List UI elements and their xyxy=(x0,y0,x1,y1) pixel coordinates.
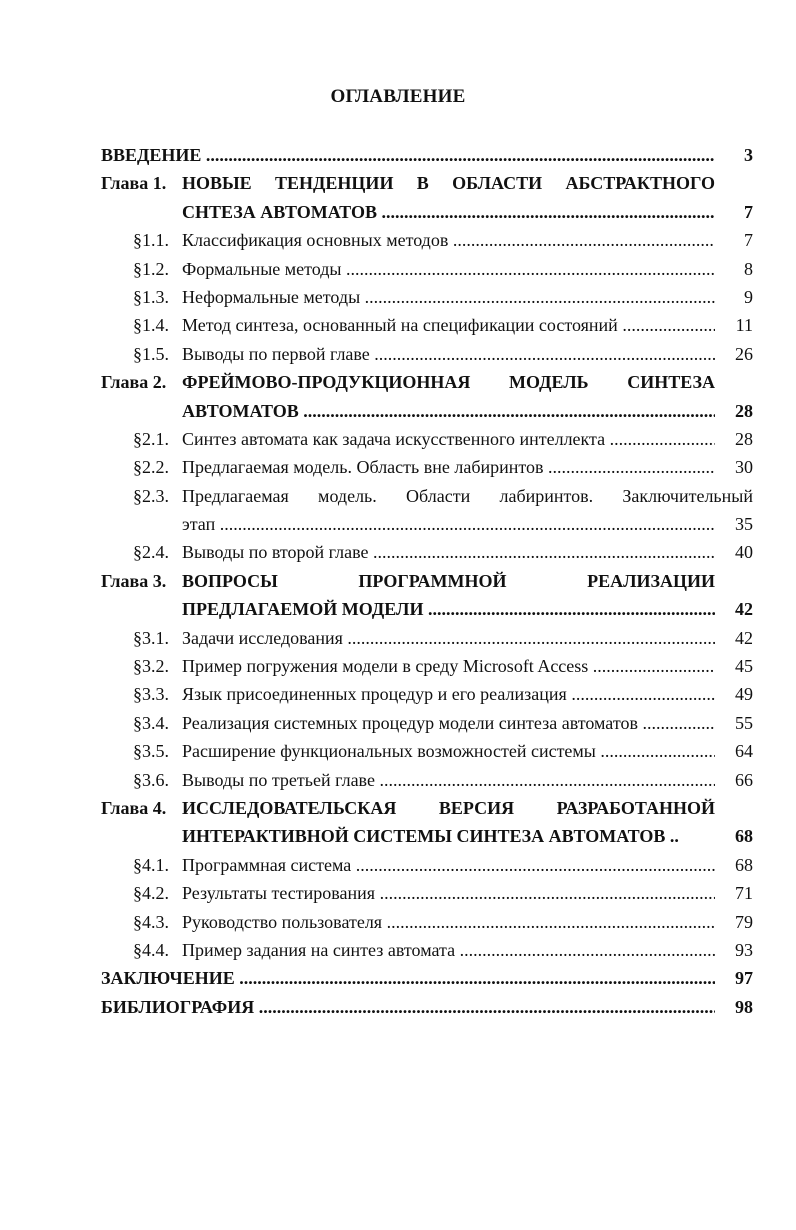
section-title: Метод синтеза, основанный на спецификации состояний ..... xyxy=(182,311,715,339)
section-title: Неформальные методы ..... xyxy=(182,283,715,311)
section-number: §4.3. xyxy=(133,911,169,932)
section-number: §1.1. xyxy=(133,230,169,251)
toc-section-2-3-cont[interactable] xyxy=(101,510,753,538)
toc-page-number: 68 xyxy=(735,854,753,875)
toc-page-number: 7 xyxy=(744,201,753,222)
toc-chapter-4-heading-cont[interactable] xyxy=(101,822,753,850)
toc-page-number: 45 xyxy=(735,656,753,677)
table-of-contents xyxy=(101,141,753,1021)
toc-page-number: 26 xyxy=(735,343,753,364)
toc-entry-bibliography[interactable] xyxy=(101,993,753,1021)
toc-page-number: 8 xyxy=(744,258,753,279)
toc-page-number: 35 xyxy=(735,514,753,535)
toc-entry-label: БИБЛИОГРАФИЯ ..... xyxy=(101,993,715,1021)
section-number: §3.5. xyxy=(133,741,169,762)
toc-section-3-5[interactable] xyxy=(101,737,753,765)
toc-page-number: 11 xyxy=(735,315,753,336)
toc-page-number: 28 xyxy=(735,428,753,449)
chapter-title-line: ВОПРОСЫ ПРОГРАММНОЙ РЕАЛИЗАЦИИ xyxy=(182,570,715,591)
toc-page-number: 66 xyxy=(735,769,753,790)
section-title: Выводы по первой главе ..... xyxy=(182,340,715,368)
section-number: §1.3. xyxy=(133,286,169,307)
toc-section-1-1[interactable] xyxy=(101,226,753,254)
toc-page-number: 42 xyxy=(735,627,753,648)
section-number: §3.4. xyxy=(133,712,169,733)
section-number: §4.1. xyxy=(133,854,169,875)
section-number: §4.2. xyxy=(133,883,169,904)
section-number: §2.1. xyxy=(133,428,169,449)
toc-page-number: 3 xyxy=(744,145,753,165)
chapter-number: Глава 4. xyxy=(101,797,167,818)
toc-page-number: 93 xyxy=(735,939,753,960)
section-title-cont: этап ..... xyxy=(182,510,715,538)
chapter-number: Глава 3. xyxy=(101,570,167,591)
toc-chapter-1-heading[interactable] xyxy=(101,169,753,197)
toc-section-1-5[interactable] xyxy=(101,340,753,368)
toc-page-number: 9 xyxy=(744,286,753,307)
toc-page-number: 42 xyxy=(735,599,753,620)
toc-chapter-2-heading-cont[interactable] xyxy=(101,397,753,425)
toc-section-3-2[interactable] xyxy=(101,652,753,680)
toc-section-1-4[interactable] xyxy=(101,311,753,339)
toc-chapter-3-heading-cont[interactable] xyxy=(101,595,753,623)
toc-chapter-4-heading[interactable] xyxy=(101,794,753,822)
chapter-number: Глава 1. xyxy=(101,173,167,194)
section-title: Расширение функциональных возможностей системы ..... xyxy=(182,737,715,765)
chapter-title-line: АВТОМАТОВ ..... xyxy=(182,397,715,425)
toc-section-3-3[interactable] xyxy=(101,680,753,708)
section-title: Предлагаемая модель. Области лабиринтов. Заключительный xyxy=(182,485,753,506)
toc-entry-conclusion[interactable] xyxy=(101,964,753,992)
section-title: Язык присоединенных процедур и его реализация ..... xyxy=(182,680,715,708)
section-number: §3.3. xyxy=(133,684,169,705)
section-title: Пример задания на синтез автомата ..... xyxy=(182,936,715,964)
section-number: §3.6. xyxy=(133,769,169,790)
toc-section-3-6[interactable] xyxy=(101,766,753,794)
section-title: Выводы по второй главе ..... xyxy=(182,538,715,566)
toc-section-2-1[interactable] xyxy=(101,425,753,453)
section-title: Синтез автомата как задача искусственного интеллекта ..... xyxy=(182,425,715,453)
section-number: §1.5. xyxy=(133,343,169,364)
chapter-title-line: ПРЕДЛАГАЕМОЙ МОДЕЛИ ..... xyxy=(182,595,715,623)
toc-page-number: 30 xyxy=(735,457,753,478)
toc-page-number: 40 xyxy=(735,542,753,563)
section-number: §1.4. xyxy=(133,315,169,336)
toc-page-number: 64 xyxy=(735,741,753,762)
toc-page-number: 55 xyxy=(735,712,753,733)
section-title: Классификация основных методов ..... xyxy=(182,226,715,254)
chapter-title-line: НОВЫЕ ТЕНДЕНЦИИ В ОБЛАСТИ АБСТРАКТНОГО xyxy=(182,173,715,194)
section-title: Реализация системных процедур модели синтеза автоматов ..... xyxy=(182,709,715,737)
section-title: Результаты тестирования ..... xyxy=(182,879,715,907)
toc-section-1-3[interactable] xyxy=(101,283,753,311)
section-number: §1.2. xyxy=(133,258,169,279)
toc-entry-label: ЗАКЛЮЧЕНИЕ ..... xyxy=(101,964,715,992)
toc-section-4-3[interactable] xyxy=(101,908,753,936)
toc-chapter-1-heading-cont[interactable] xyxy=(101,198,753,226)
chapter-title-line: СНТЕЗА АВТОМАТОВ ..... xyxy=(182,198,715,226)
toc-page-number: 79 xyxy=(735,911,753,932)
chapter-title-line: ФРЕЙМОВО-ПРОДУКЦИОННАЯ МОДЕЛЬ СИНТЕЗА xyxy=(182,372,715,393)
toc-page-number: 49 xyxy=(735,684,753,705)
toc-section-4-2[interactable] xyxy=(101,879,753,907)
section-number: §4.4. xyxy=(133,939,169,960)
section-number: §3.1. xyxy=(133,627,169,648)
toc-page-number: 98 xyxy=(735,996,753,1017)
section-number: §3.2. xyxy=(133,656,169,677)
toc-page-number: 71 xyxy=(735,883,753,904)
toc-section-3-1[interactable] xyxy=(101,624,753,652)
toc-section-1-2[interactable] xyxy=(101,255,753,283)
page-title: ОГЛАВЛЕНИЕ xyxy=(330,86,466,107)
chapter-title-line: ИССЛЕДОВАТЕЛЬСКАЯ ВЕРСИЯ РАЗРАБОТАННОЙ xyxy=(182,797,715,818)
section-number: §2.2. xyxy=(133,457,169,478)
chapter-title-line: ИНТЕРАКТИВНОЙ СИСТЕМЫ СИНТЕЗА АВТОМАТОВ .. xyxy=(182,826,679,847)
toc-section-3-4[interactable] xyxy=(101,709,753,737)
section-title: Руководство пользователя ..... xyxy=(182,908,715,936)
toc-section-2-4[interactable] xyxy=(101,538,753,566)
toc-page-number: 28 xyxy=(735,400,753,421)
toc-section-2-3[interactable] xyxy=(101,482,753,510)
section-title: Задачи исследования ..... xyxy=(182,624,715,652)
toc-entry-intro[interactable] xyxy=(101,141,753,169)
toc-section-2-2[interactable] xyxy=(101,453,753,481)
section-title: Пример погружения модели в среду Microsoft Access ..... xyxy=(182,652,715,680)
toc-section-4-1[interactable] xyxy=(101,851,753,879)
section-title: Программная система ..... xyxy=(182,851,715,879)
toc-section-4-4[interactable] xyxy=(101,936,753,964)
toc-chapter-3-heading[interactable] xyxy=(101,567,753,595)
section-title: Формальные методы ..... xyxy=(182,255,715,283)
section-title: Выводы по третьей главе ..... xyxy=(182,766,715,794)
toc-entry-label: ВВЕДЕНИЕ ..... xyxy=(101,141,715,169)
section-number: §2.3. xyxy=(133,485,169,506)
chapter-number: Глава 2. xyxy=(101,372,167,393)
toc-page-number: 7 xyxy=(744,230,753,251)
section-title: Предлагаемая модель. Область вне лабиринтов ..... xyxy=(182,453,715,481)
toc-page-number: 68 xyxy=(735,826,753,847)
section-number: §2.4. xyxy=(133,542,169,563)
toc-page-number: 97 xyxy=(735,968,753,989)
toc-chapter-2-heading[interactable] xyxy=(101,368,753,396)
